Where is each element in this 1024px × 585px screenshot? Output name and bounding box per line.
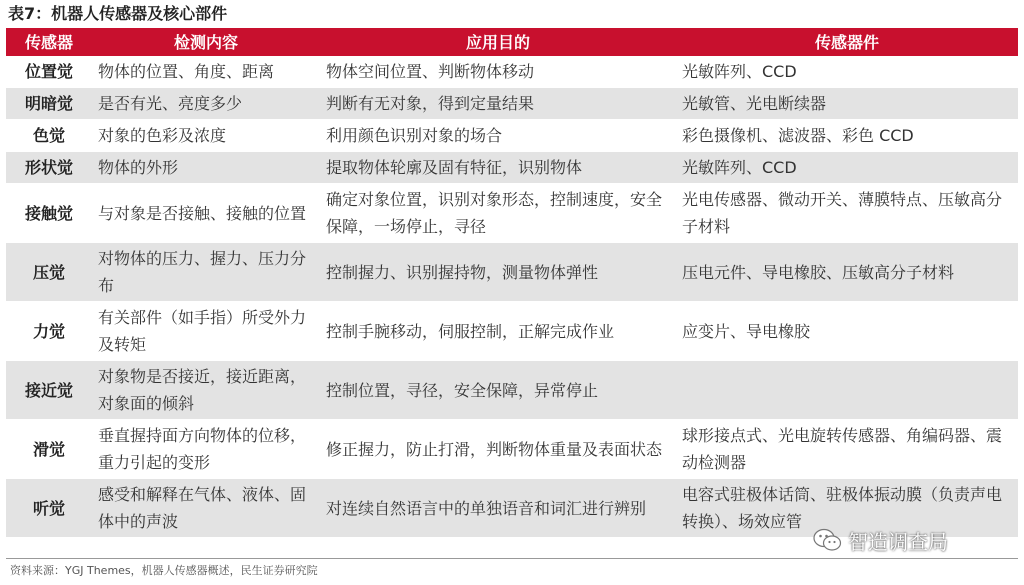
purpose-cell: 确定对象位置，识别对象形态，控制速度，安全保障，一场停止，寻径	[320, 184, 676, 243]
table-bottom-rule	[6, 558, 1018, 559]
sensor-name: 接近觉	[6, 361, 92, 420]
header-sensor: 传感器	[6, 28, 92, 56]
header-device: 传感器件	[676, 28, 1018, 56]
device-cell: 电容式驻极体话筒、驻极体振动膜（负责声电转换）、场效应管	[676, 479, 1018, 538]
table-row	[6, 361, 1018, 420]
purpose-cell: 物体空间位置、判断物体移动	[320, 56, 676, 88]
source-note: 资料来源：YGJ Themes，机器人传感器概述，民生证券研究院	[10, 564, 318, 577]
detect-cell: 对物体的压力、握力、压力分布	[92, 243, 320, 302]
device-cell: 光敏阵列、CCD	[676, 152, 1018, 184]
table-row	[6, 302, 1018, 361]
sensor-name: 色觉	[6, 120, 92, 152]
detect-cell: 与对象是否接触、接触的位置	[92, 184, 320, 243]
table-header-row	[6, 28, 1018, 56]
device-cell: 彩色摄像机、滤波器、彩色 CCD	[676, 120, 1018, 152]
purpose-cell: 修正握力，防止打滑，判断物体重量及表面状态	[320, 420, 676, 479]
table-row	[6, 56, 1018, 88]
detect-cell: 有关部件（如手指）所受外力及转矩	[92, 302, 320, 361]
table-row	[6, 88, 1018, 120]
device-cell: 光电传感器、微动开关、薄膜特点、压敏高分子材料	[676, 184, 1018, 243]
purpose-cell: 利用颜色识别对象的场合	[320, 120, 676, 152]
device-cell: 球形接点式、光电旋转传感器、角编码器、震动检测器	[676, 420, 1018, 479]
table-row	[6, 420, 1018, 479]
purpose-cell: 提取物体轮廓及固有特征，识别物体	[320, 152, 676, 184]
header-detect: 检测内容	[92, 28, 320, 56]
table-row	[6, 184, 1018, 243]
device-cell: 压电元件、导电橡胶、压敏高分子材料	[676, 243, 1018, 302]
table-title: 表7：机器人传感器及核心部件	[8, 4, 228, 23]
sensor-name: 滑觉	[6, 420, 92, 479]
detect-cell: 是否有光、亮度多少	[92, 88, 320, 120]
device-cell	[676, 361, 1018, 420]
device-cell: 光敏阵列、CCD	[676, 56, 1018, 88]
purpose-cell: 控制位置，寻径，安全保障，异常停止	[320, 361, 676, 420]
device-cell: 应变片、导电橡胶	[676, 302, 1018, 361]
device-cell: 光敏管、光电断续器	[676, 88, 1018, 120]
detect-cell: 对象物是否接近，接近距离，对象面的倾斜	[92, 361, 320, 420]
purpose-cell: 控制手腕移动，伺服控制，正解完成作业	[320, 302, 676, 361]
detect-cell: 感受和解释在气体、液体、固体中的声波	[92, 479, 320, 538]
sensor-name: 明暗觉	[6, 88, 92, 120]
watermark-text: 智造调查局	[848, 529, 948, 554]
purpose-cell: 对连续自然语言中的单独语音和词汇进行辨别	[320, 479, 676, 538]
purpose-cell: 控制握力、识别握持物，测量物体弹性	[320, 243, 676, 302]
table-row	[6, 120, 1018, 152]
detect-cell: 物体的外形	[92, 152, 320, 184]
table-row	[6, 243, 1018, 302]
detect-cell: 对象的色彩及浓度	[92, 120, 320, 152]
sensor-name: 压觉	[6, 243, 92, 302]
sensor-table	[6, 28, 1018, 538]
table-row	[6, 152, 1018, 184]
wechat-icon	[812, 527, 842, 553]
sensor-name: 形状觉	[6, 152, 92, 184]
detect-cell: 垂直握持面方向物体的位移，重力引起的变形	[92, 420, 320, 479]
sensor-name: 位置觉	[6, 56, 92, 88]
header-purpose: 应用目的	[320, 28, 676, 56]
purpose-cell: 判断有无对象，得到定量结果	[320, 88, 676, 120]
detect-cell: 物体的位置、角度、距离	[92, 56, 320, 88]
sensor-name: 接触觉	[6, 184, 92, 243]
watermark	[812, 522, 948, 558]
sensor-name: 力觉	[6, 302, 92, 361]
sensor-name: 听觉	[6, 479, 92, 538]
